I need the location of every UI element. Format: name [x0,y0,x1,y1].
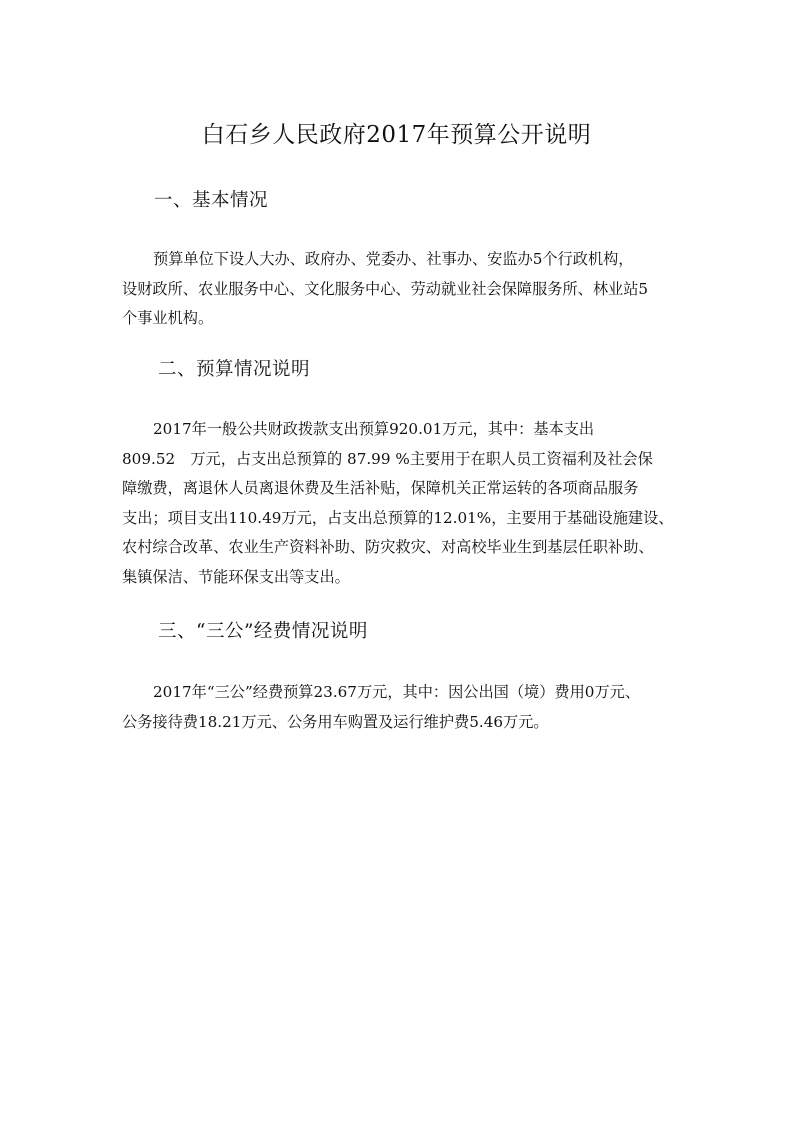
paragraph-line: 农村综合改革、农业生产资料补助、防灾救灾、对高校毕业生到基层任职补助、 [122,538,654,556]
paragraph-line: 集镇保洁、节能环保支出等支出。 [122,567,350,586]
document-title: 白石乡人民政府2017年预算公开说明 [201,122,592,148]
paragraph-line: 设财政所、农业服务中心、文化服务中心、劳动就业社会保障服务所、林业站5 [122,279,649,298]
section-heading-three-public: 三、“三公”经费情况说明 [158,621,368,642]
section-paragraph-basic-info [122,245,692,334]
paragraph-line: 预算单位下设人大办、政府办、党委办、社事办、安监办5个行政机构， [153,250,634,268]
paragraph-line: 障缴费，离退休人员离退休费及生活补贴，保障机关正常运转的各项商品服务 [122,479,639,497]
paragraph-line: 809.52 万元，占支出总预算的 87.99 %主要用于在职人员工资福利及社会保 [122,449,653,468]
section-heading-basic-info: 一、基本情况 [154,190,269,211]
paragraph-line: 支出；项目支出110.49万元，占支出总预算的12.01%，主要用于基础设施建设、 [122,508,674,527]
paragraph-line: 2017年一般公共财政拨款支出预算920.01万元，其中：基本支出 [153,420,595,438]
section-paragraph-budget [122,415,692,592]
section-heading-budget: 二、预算情况说明 [158,359,311,380]
paragraph-line: 公务接待费18.21万元、公务用车购置及运行维护费5.46万元。 [122,712,549,731]
section-paragraph-three-public [122,678,692,737]
paragraph-line: 个事业机构。 [122,309,214,327]
paragraph-line: 2017年“三公”经费预算23.67万元，其中：因公出国（境）费用0万元、 [153,683,641,701]
